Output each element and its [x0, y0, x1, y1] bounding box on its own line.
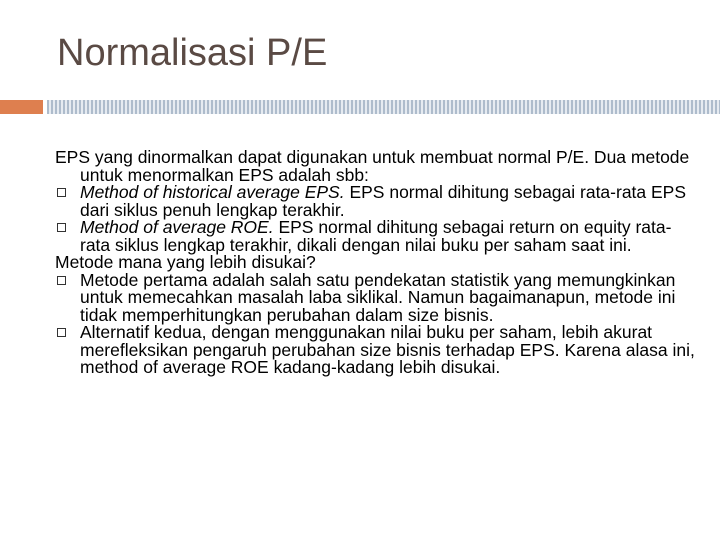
square-bullet-icon [57, 223, 66, 232]
square-bullet-icon [57, 188, 66, 197]
decorative-stripe-bar [47, 100, 720, 114]
method-name: Method of average ROE. [80, 217, 274, 237]
method-bullet [55, 219, 700, 254]
method-bullet [55, 184, 700, 219]
square-bullet-icon [57, 328, 66, 337]
accent-bar [0, 100, 43, 114]
method-description: EPS normal dihitung sebagai return on equity rata-rata siklus lengkap terakhir, dikali dengan nilai buku per saham saat ini. [80, 217, 672, 255]
intro-paragraph: EPS yang dinormalkan dapat digunakan untuk membuat normal P/E. Dua metode untuk menormalkan EPS adalah sbb: [55, 147, 690, 185]
method-name: Method of historical average EPS. [80, 182, 345, 202]
slide-title: Normalisasi P/E [57, 32, 328, 74]
square-bullet-icon [57, 276, 66, 285]
answer-text: Metode pertama adalah salah satu pendekatan statistik yang memungkinkan untuk memecahkan masalah laba siklikal. Namun bagaimanapun, metode ini tidak memperhitungkan perubahan dalam size bisnis. [80, 269, 676, 325]
question-paragraph: Metode mana yang lebih disukai? [55, 252, 316, 272]
answer-bullet [55, 324, 700, 377]
answer-text: Alternatif kedua, dengan menggunakan nilai buku per saham, lebih akurat merefleksikan pengaruh perubahan size bisnis terhadap EPS. Karena alasa ini, method of average ROE kadang-kadang lebih disukai. [80, 322, 695, 377]
method-description: EPS normal dihitung sebagai rata-rata EPS dari siklus penuh lengkap terakhir. [80, 182, 687, 220]
answer-bullet [55, 269, 700, 325]
slide-body [55, 149, 700, 377]
